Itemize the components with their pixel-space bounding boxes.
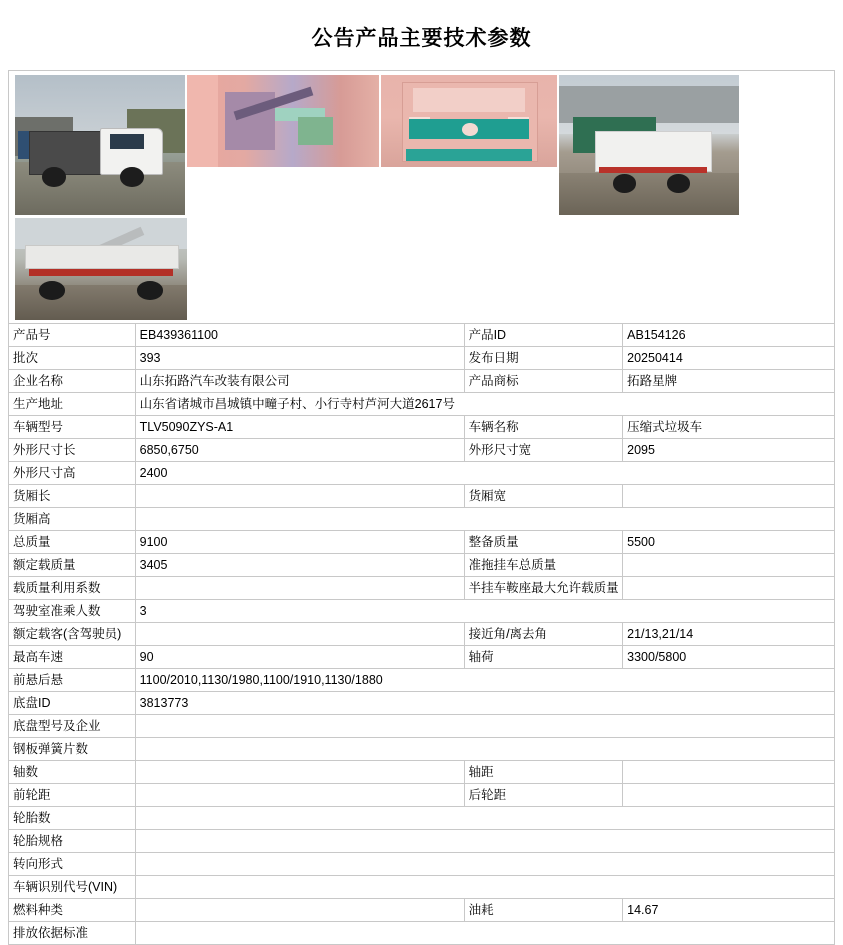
spec-label: 最高车速	[9, 646, 136, 669]
spec-label-secondary: 货厢宽	[464, 485, 623, 508]
table-row	[9, 761, 835, 784]
spec-value-secondary: 2095	[623, 439, 835, 462]
table-row	[9, 853, 835, 876]
table-row	[9, 600, 835, 623]
spec-value: 1100/2010,1130/1980,1100/1910,1130/1880	[135, 669, 834, 692]
spec-value: 山东拓路汽车改装有限公司	[135, 370, 464, 393]
table-row	[9, 416, 835, 439]
spec-value	[135, 761, 464, 784]
spec-label: 驾驶室准乘人数	[9, 600, 136, 623]
spec-label-secondary: 半挂车鞍座最大允许载质量	[464, 577, 623, 600]
product-photo-gallery	[9, 71, 834, 323]
spec-value-secondary: 压缩式垃圾车	[623, 416, 835, 439]
spec-value	[135, 485, 464, 508]
table-row	[9, 324, 835, 347]
spec-label: 货厢长	[9, 485, 136, 508]
spec-label-secondary: 产品ID	[464, 324, 623, 347]
spec-value-secondary	[623, 554, 835, 577]
table-row	[9, 922, 835, 945]
spec-value-secondary: 3300/5800	[623, 646, 835, 669]
spec-value-secondary	[623, 577, 835, 600]
spec-value: 2400	[135, 462, 834, 485]
spec-label: 批次	[9, 347, 136, 370]
spec-value: 90	[135, 646, 464, 669]
spec-label-secondary: 轴荷	[464, 646, 623, 669]
spec-label: 货厢高	[9, 508, 136, 531]
spec-label-secondary: 整备质量	[464, 531, 623, 554]
table-row	[9, 531, 835, 554]
spec-label: 钢板弹簧片数	[9, 738, 136, 761]
table-row	[9, 623, 835, 646]
spec-value: 9100	[135, 531, 464, 554]
spec-value: 6850,6750	[135, 439, 464, 462]
table-row	[9, 738, 835, 761]
table-row	[9, 715, 835, 738]
spec-label: 轴数	[9, 761, 136, 784]
spec-value	[135, 853, 834, 876]
spec-label: 总质量	[9, 531, 136, 554]
spec-label-secondary: 油耗	[464, 899, 623, 922]
spec-value	[135, 922, 834, 945]
spec-label-secondary: 后轮距	[464, 784, 623, 807]
spec-value: 山东省诸城市昌城镇中疃子村、小行寺村芦河大道2617号	[135, 393, 834, 416]
spec-label: 额定载质量	[9, 554, 136, 577]
spec-label: 外形尺寸长	[9, 439, 136, 462]
spec-value	[135, 876, 834, 899]
table-row	[9, 899, 835, 922]
page-title: 公告产品主要技术参数	[311, 27, 532, 50]
spec-value	[135, 715, 834, 738]
spec-label: 产品号	[9, 324, 136, 347]
table-row	[9, 807, 835, 830]
table-row	[9, 439, 835, 462]
table-row	[9, 692, 835, 715]
spec-label: 底盘ID	[9, 692, 136, 715]
spec-label-secondary: 准拖挂车总质量	[464, 554, 623, 577]
spec-label: 额定载客(含驾驶员)	[9, 623, 136, 646]
truck-rear-quarter-view-photo	[559, 75, 739, 215]
spec-label: 车辆识别代号(VIN)	[9, 876, 136, 899]
truck-front-view-inverted-photo	[381, 75, 557, 167]
spec-table-body	[9, 324, 835, 945]
table-row	[9, 462, 835, 485]
hydraulic-detail-inverted-photo	[187, 75, 379, 167]
spec-label-secondary: 发布日期	[464, 347, 623, 370]
table-row	[9, 784, 835, 807]
spec-value-secondary	[623, 761, 835, 784]
table-row	[9, 370, 835, 393]
spec-label: 前悬后悬	[9, 669, 136, 692]
spec-value-secondary: AB154126	[623, 324, 835, 347]
spec-value: 393	[135, 347, 464, 370]
spec-value-secondary	[623, 485, 835, 508]
table-row	[9, 830, 835, 853]
spec-value	[135, 508, 834, 531]
spec-table	[8, 323, 835, 945]
spec-value-secondary: 拓路星牌	[623, 370, 835, 393]
spec-value-secondary: 14.67	[623, 899, 835, 922]
spec-value	[135, 577, 464, 600]
table-row	[9, 393, 835, 416]
spec-label: 车辆型号	[9, 416, 136, 439]
truck-side-view-photo	[15, 75, 185, 215]
spec-label: 轮胎数	[9, 807, 136, 830]
spec-label: 转向形式	[9, 853, 136, 876]
table-row	[9, 508, 835, 531]
spec-label-secondary: 接近角/离去角	[464, 623, 623, 646]
spec-value-secondary: 21/13,21/14	[623, 623, 835, 646]
spec-value	[135, 807, 834, 830]
content-frame	[8, 70, 835, 323]
spec-label-secondary: 外形尺寸宽	[464, 439, 623, 462]
spec-value: 3813773	[135, 692, 834, 715]
spec-label: 外形尺寸高	[9, 462, 136, 485]
spec-value-secondary	[623, 784, 835, 807]
table-row	[9, 876, 835, 899]
spec-label: 排放依据标准	[9, 922, 136, 945]
table-row	[9, 577, 835, 600]
table-row	[9, 669, 835, 692]
spec-value: EB439361100	[135, 324, 464, 347]
spec-label: 企业名称	[9, 370, 136, 393]
spec-label: 前轮距	[9, 784, 136, 807]
spec-value: 3	[135, 600, 834, 623]
spec-label-secondary: 轴距	[464, 761, 623, 784]
spec-label: 载质量利用系数	[9, 577, 136, 600]
spec-value	[135, 899, 464, 922]
spec-value: TLV5090ZYS-A1	[135, 416, 464, 439]
spec-label: 生产地址	[9, 393, 136, 416]
table-row	[9, 554, 835, 577]
spec-label: 底盘型号及企业	[9, 715, 136, 738]
spec-label-secondary: 产品商标	[464, 370, 623, 393]
spec-value	[135, 830, 834, 853]
spec-label: 轮胎规格	[9, 830, 136, 853]
spec-value-secondary: 5500	[623, 531, 835, 554]
table-row	[9, 347, 835, 370]
spec-value	[135, 623, 464, 646]
spec-value-secondary: 20250414	[623, 347, 835, 370]
spec-value: 3405	[135, 554, 464, 577]
table-row	[9, 485, 835, 508]
table-row	[9, 646, 835, 669]
chassis-underbody-view-photo	[15, 218, 187, 320]
spec-label-secondary: 车辆名称	[464, 416, 623, 439]
spec-label: 燃料种类	[9, 899, 136, 922]
spec-value	[135, 738, 834, 761]
spec-value	[135, 784, 464, 807]
